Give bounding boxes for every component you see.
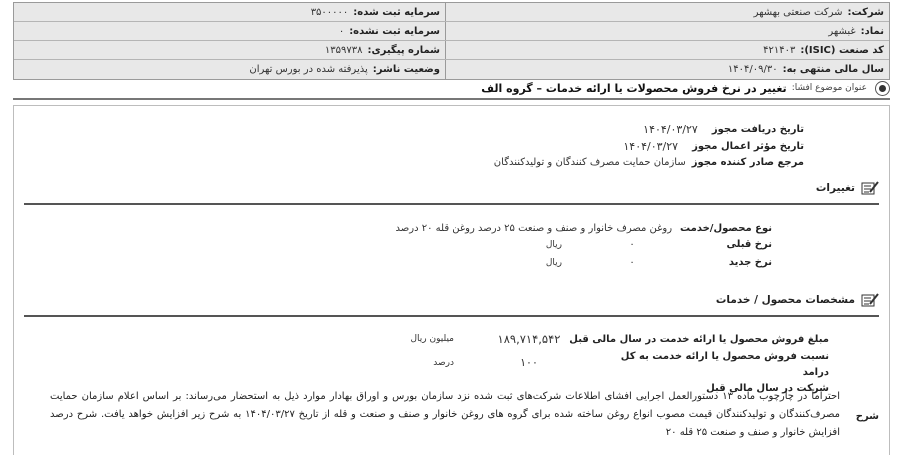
company-value: شرکت صنعتی بهشهر	[753, 6, 843, 18]
fiscal-label: سال مالی منتهی به:	[782, 64, 884, 75]
ratio-row	[433, 356, 604, 369]
product-value: روغن مصرف خانوار و صنف و صنعت ۲۵ درصد روغن قله ۲۰ درصد	[395, 223, 673, 234]
license-received-value: ۱۴۰۴/۰۳/۲۷	[643, 123, 698, 136]
sales-row	[411, 332, 829, 346]
changes-title: تغییرات	[815, 182, 855, 194]
license-received-label: تاریخ دریافت مجوز	[711, 124, 804, 135]
desc-label-row	[856, 411, 879, 422]
new-rate-row	[546, 257, 772, 268]
new-rate-label: نرخ جدید	[728, 257, 772, 268]
symbol-value: غبشهر	[828, 25, 856, 37]
status-cell	[14, 60, 445, 79]
new-rate-unit: ریال	[545, 257, 562, 268]
symbol-cell	[445, 22, 889, 40]
license-issuer-label: مرجع صادر کننده مجوز	[691, 157, 804, 168]
unreg-capital-label: سرمایه ثبت نشده:	[349, 25, 441, 37]
tracking-cell	[14, 41, 445, 59]
old-rate-row	[546, 239, 772, 250]
info-row-1	[14, 3, 889, 22]
license-received-row	[643, 123, 804, 136]
ratio-label-line-2: شرکت در سال مالی قبل	[706, 383, 829, 394]
desc-label: شرح	[855, 411, 879, 422]
fiscal-value: ۱۴۰۴/۰۹/۳۰	[727, 64, 778, 75]
reg-capital-value: ۳۵۰۰۰۰۰	[310, 6, 349, 18]
unreg-capital-value: ۰	[338, 25, 345, 37]
specs-section-title	[716, 293, 879, 307]
ratio-value: ۱۰۰	[520, 356, 538, 369]
status-label: وضعیت ناشر:	[372, 64, 441, 75]
info-row-2	[14, 22, 889, 41]
symbol-label: نماد:	[860, 25, 884, 37]
sales-unit: میلیون ریال	[410, 334, 454, 344]
status-value: پذیرفته شده در بورس تهران	[249, 64, 368, 75]
fiscal-cell	[445, 60, 889, 79]
company-info-table	[13, 2, 890, 80]
license-effective-value: ۱۴۰۴/۰۳/۲۷	[623, 140, 679, 153]
radio-bullet-icon	[875, 81, 890, 96]
license-effective-row	[623, 140, 804, 153]
isic-cell	[445, 41, 889, 59]
subject-bar	[13, 78, 890, 100]
isic-label: کد صنعت (ISIC):	[800, 44, 884, 56]
edit-note-icon	[861, 181, 879, 195]
sales-value: ۱۸۹,۷۱۴,۵۴۲	[497, 332, 561, 346]
changes-divider	[24, 203, 879, 205]
specs-title: مشخصات محصول / خدمات	[715, 294, 855, 306]
tracking-value: ۱۳۵۹۷۳۸	[324, 44, 363, 56]
license-issuer-value: سازمان حمایت مصرف کنندگان و تولیدکنندگان	[493, 157, 686, 168]
old-rate-unit: ریال	[545, 239, 562, 250]
tracking-label: شماره پیگیری:	[367, 44, 441, 56]
description-text: احتراماً در چارچوب ماده ۱۳ دستورالعمل اجرایی افشای اطلاعات شرکت‌های ثبت شده نزد سازمان بورس و اوراق بهادار موارد ذیل به استحضار می‌رساند: بر اساس اعلام سازمان حمایت مصرف‌کنندگان و تولیدکنندگان قیمت مصوب انواع روغن ساخته شده برای گروه های روغن خانوار و صنف و صنعت و قله از تاریخ ۱۴۰۴/۰۳/۲۷ به شرح زیر افزایش خواهد یافت. شرح درصد افزایش خانوار و صنف و صنعت ۲۵ قله ۲۰	[50, 391, 841, 438]
info-row-4	[14, 60, 889, 79]
company-cell	[445, 3, 889, 21]
subject-label: عنوان موضوع افشا:	[791, 83, 867, 93]
old-rate-value: ۰	[629, 239, 635, 250]
info-row-3	[14, 41, 889, 60]
ratio-unit: درصد	[433, 357, 454, 368]
changes-section-title	[816, 181, 879, 195]
license-issuer-row	[494, 157, 804, 168]
reg-capital-label: سرمایه ثبت شده:	[353, 6, 441, 18]
old-rate-label: نرخ قبلی	[726, 239, 772, 250]
specs-divider	[24, 315, 879, 317]
new-rate-value: ۰	[629, 257, 635, 268]
ratio-label-line-1: نسبت فروش محصول یا ارائه خدمت به کل درامد	[620, 351, 829, 378]
license-effective-label: تاریخ مؤثر اعمال مجوز	[692, 141, 804, 152]
company-label: شرکت:	[847, 6, 884, 18]
product-row	[396, 223, 772, 234]
subject-title: تغییر در نرخ فروش محصولات یا ارائه خدمات – گروه الف	[481, 81, 787, 95]
isic-value: ۴۲۱۴۰۳	[763, 44, 796, 56]
edit-note-icon	[861, 293, 879, 307]
unreg-capital-cell	[14, 22, 445, 40]
product-label: نوع محصول/خدمت	[680, 223, 772, 234]
sales-label: مبلغ فروش محصول یا ارائه خدمت در سال مالی قبل	[569, 333, 829, 345]
reg-capital-cell	[14, 3, 445, 21]
